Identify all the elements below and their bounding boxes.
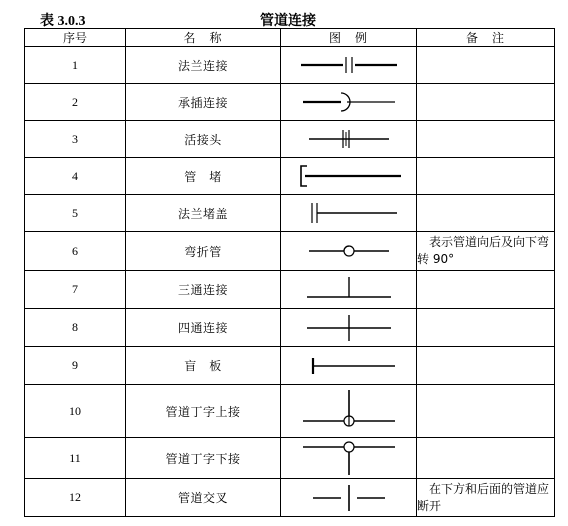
column-header-name: 名 称 — [126, 29, 281, 47]
row-note: 表示管道向后及向下弯转 90° — [417, 232, 555, 271]
row-number: 12 — [25, 479, 126, 517]
row-note — [417, 271, 555, 309]
row-name: 三通连接 — [126, 271, 281, 309]
pipe-tee-down-icon — [281, 438, 417, 479]
union-joint-icon — [281, 121, 417, 158]
row-note — [417, 438, 555, 479]
row-name: 承插连接 — [126, 84, 281, 121]
row-number: 10 — [25, 385, 126, 438]
row-number: 6 — [25, 232, 126, 271]
flange-cap-icon — [281, 195, 417, 232]
flange-joint-icon — [281, 47, 417, 84]
table-row — [25, 347, 555, 385]
row-number: 8 — [25, 309, 126, 347]
row-number: 3 — [25, 121, 126, 158]
column-header-seq: 序号 — [25, 29, 126, 47]
blind-plate-icon — [281, 347, 417, 385]
row-note — [417, 158, 555, 195]
cross-joint-icon — [281, 309, 417, 347]
row-note — [417, 121, 555, 158]
row-number: 9 — [25, 347, 126, 385]
table-row — [25, 479, 555, 517]
table-row — [25, 438, 555, 479]
row-number: 5 — [25, 195, 126, 232]
row-number: 4 — [25, 158, 126, 195]
socket-joint-icon — [281, 84, 417, 121]
table-row — [25, 271, 555, 309]
table-row — [25, 84, 555, 121]
row-name: 法兰连接 — [126, 47, 281, 84]
row-number: 2 — [25, 84, 126, 121]
row-number: 11 — [25, 438, 126, 479]
row-number: 1 — [25, 47, 126, 84]
table-row — [25, 47, 555, 84]
row-number: 7 — [25, 271, 126, 309]
table-row — [25, 158, 555, 195]
pipe-tee-up-icon — [281, 385, 417, 438]
bent-pipe-icon — [281, 232, 417, 271]
row-note — [417, 84, 555, 121]
row-name: 四通连接 — [126, 309, 281, 347]
row-note: 在下方和后面的管道应断开 — [417, 479, 555, 517]
pipe-connection-table — [24, 28, 555, 517]
row-note — [417, 195, 555, 232]
row-note — [417, 385, 555, 438]
table-row — [25, 121, 555, 158]
tee-joint-icon — [281, 271, 417, 309]
column-header-row — [25, 29, 555, 47]
table-header-line — [0, 10, 568, 30]
table-row — [25, 232, 555, 271]
row-note — [417, 347, 555, 385]
row-note — [417, 309, 555, 347]
table-title: 管道连接 — [260, 13, 316, 29]
table-row — [25, 309, 555, 347]
row-note — [417, 47, 555, 84]
row-name: 弯折管 — [126, 232, 281, 271]
pipe-plug-icon — [281, 158, 417, 195]
row-name: 管道丁字下接 — [126, 438, 281, 479]
row-name: 管道丁字上接 — [126, 385, 281, 438]
table-row — [25, 195, 555, 232]
column-header-note: 备 注 — [417, 29, 555, 47]
table-number: 表 3.0.3 — [40, 14, 86, 29]
row-name: 管道交叉 — [126, 479, 281, 517]
row-name: 管 堵 — [126, 158, 281, 195]
row-name: 盲 板 — [126, 347, 281, 385]
pipe-crossing-icon — [281, 479, 417, 517]
row-name: 法兰堵盖 — [126, 195, 281, 232]
column-header-symbol: 图 例 — [281, 29, 417, 47]
row-name: 活接头 — [126, 121, 281, 158]
table-row — [25, 385, 555, 438]
